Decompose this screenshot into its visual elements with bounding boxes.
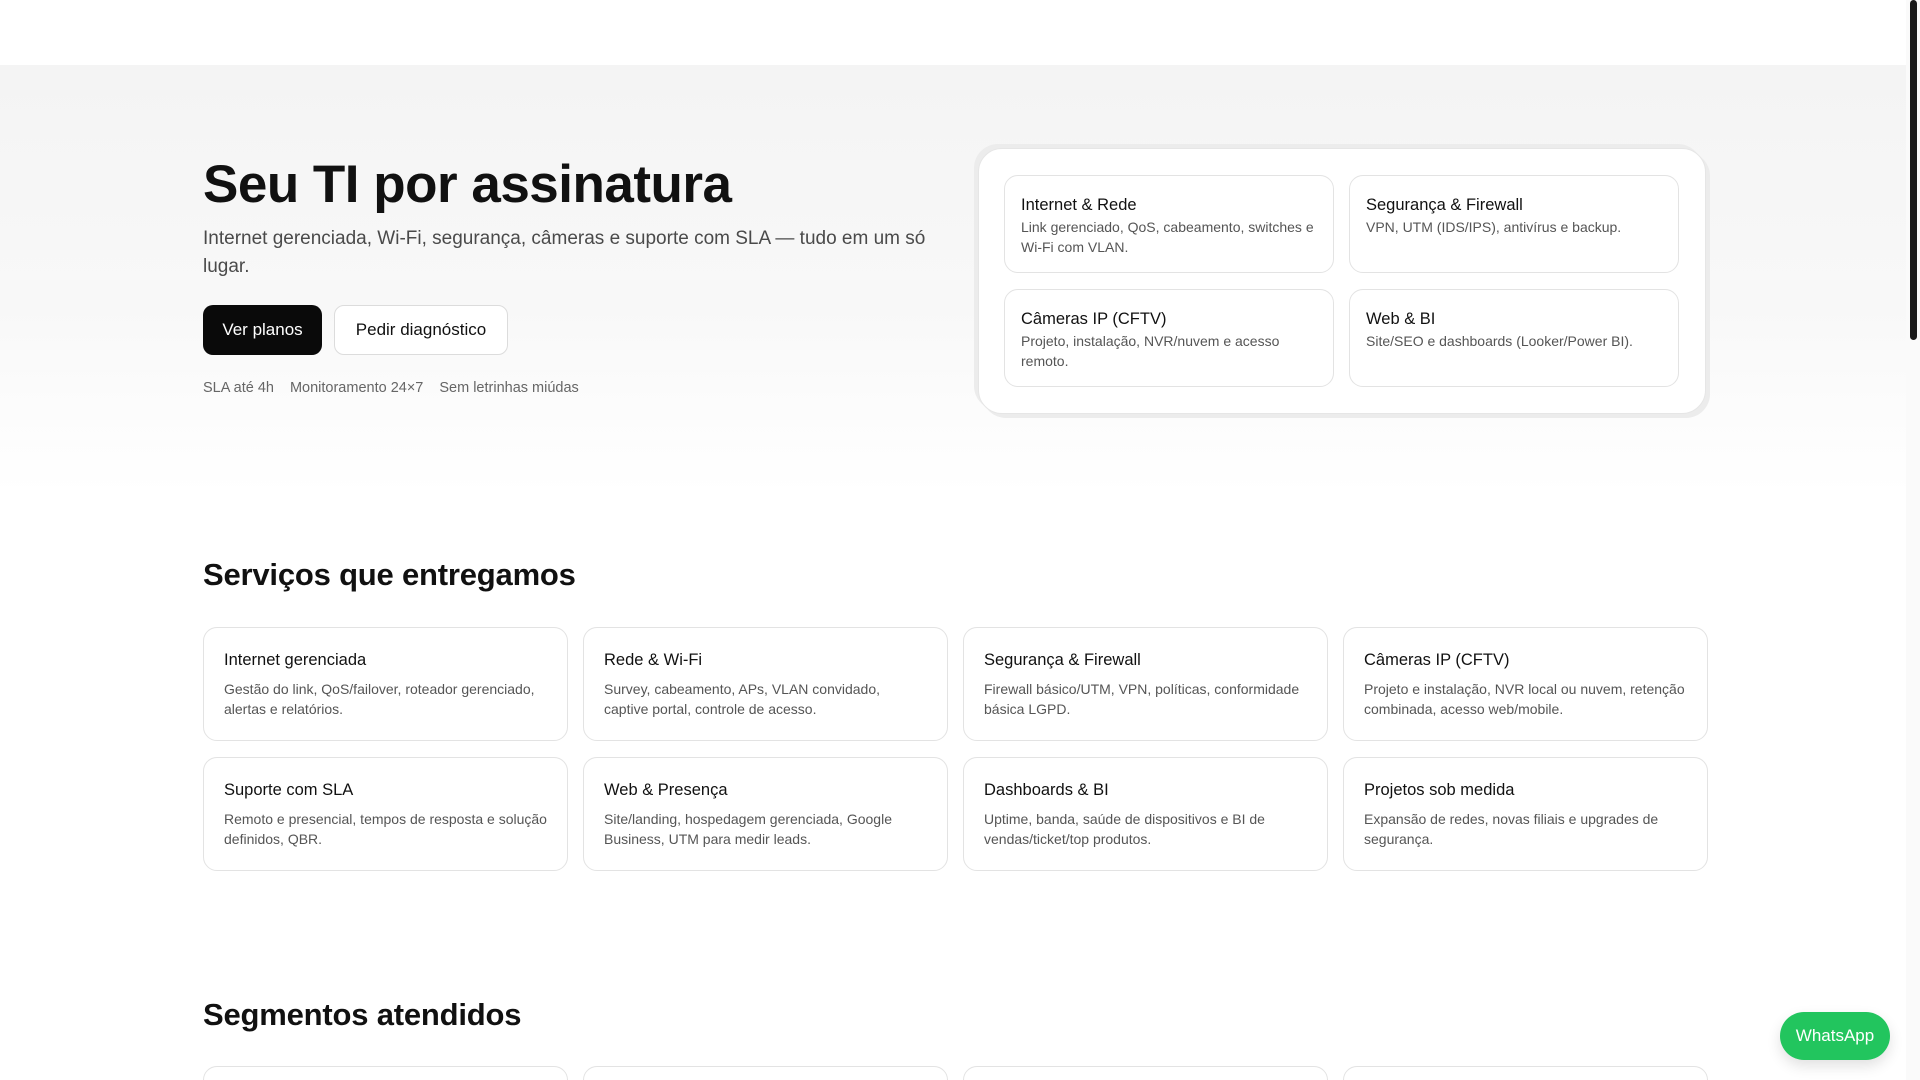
service-card-title: Suporte com SLA (224, 781, 354, 799)
service-card-internet (203, 627, 568, 741)
service-card-web-presence (583, 757, 948, 871)
service-card-desc: Gestão do link, QoS/failover, roteador gerenciado, alertas e relatórios. (224, 681, 535, 717)
segment-card (1343, 1066, 1708, 1080)
service-card-dashboards (963, 757, 1328, 871)
feature-card-desc: Site/SEO e dashboards (Looker/Power BI). (1366, 333, 1633, 349)
feature-card-title: Internet & Rede (1021, 196, 1137, 214)
segment-card (583, 1066, 948, 1080)
hero-subtitle: Internet gerenciada, Wi-Fi, segurança, câmeras e suporte com SLA — tudo em um só lugar. (203, 228, 926, 277)
feature-card-web-bi (1349, 289, 1679, 387)
service-card-cameras (1343, 627, 1708, 741)
service-card-desc: Site/landing, hospedagem gerenciada, Google Business, UTM para medir leads. (604, 811, 892, 847)
badge-sla: SLA até 4h (203, 380, 274, 396)
service-card-title: Dashboards & BI (984, 781, 1109, 799)
segment-card (203, 1066, 568, 1080)
top-navbar (0, 0, 1906, 65)
service-card-desc: Expansão de redes, novas filiais e upgrades de segurança. (1364, 811, 1659, 847)
scrollbar-thumb[interactable] (1910, 0, 1917, 340)
view-plans-button[interactable]: Ver planos (203, 305, 322, 355)
service-card-title: Web & Presença (604, 781, 728, 799)
badge-no-fine-print: Sem letrinhas miúdas (439, 380, 579, 396)
service-card-title: Projetos sob medida (1364, 781, 1515, 799)
hero-badges (203, 380, 579, 396)
service-card-network-wifi (583, 627, 948, 741)
service-card-security (963, 627, 1328, 741)
service-card-desc: Remoto e presencial, tempos de resposta e solução definidos, QBR. (224, 811, 547, 847)
feature-card-desc: Projeto, instalação, NVR/nuvem e acesso remoto. (1021, 333, 1280, 369)
service-card-desc: Firewall básico/UTM, VPN, políticas, conformidade básica LGPD. (984, 681, 1300, 717)
request-diagnosis-button[interactable]: Pedir diagnóstico (334, 305, 508, 355)
service-card-desc: Survey, cabeamento, APs, VLAN convidado, captive portal, controle de acesso. (604, 681, 881, 717)
service-card-title: Rede & Wi-Fi (604, 651, 703, 669)
badge-monitoring: Monitoramento 24×7 (289, 380, 424, 396)
feature-card-title: Câmeras IP (CFTV) (1021, 310, 1167, 328)
feature-card-title: Web & BI (1366, 310, 1436, 328)
feature-card-title: Segurança & Firewall (1366, 196, 1523, 214)
services-section-title: Serviços que entregamos (203, 557, 576, 592)
segments-section-title: Segmentos atendidos (203, 997, 522, 1032)
service-card-title: Internet gerenciada (224, 651, 367, 669)
feature-card-desc: VPN, UTM (IDS/IPS), antivírus e backup. (1366, 219, 1622, 235)
page-scrollbar[interactable] (1906, 0, 1920, 1080)
service-card-desc: Projeto e instalação, NVR local ou nuvem, retenção combinada, acesso web/mobile. (1364, 681, 1685, 717)
service-card-title: Câmeras IP (CFTV) (1364, 651, 1510, 669)
feature-card-desc: Link gerenciado, QoS, cabeamento, switches e Wi-Fi com VLAN. (1021, 219, 1314, 255)
hero-feature-panel (978, 148, 1706, 414)
feature-card-internet (1004, 175, 1334, 273)
feature-card-cameras (1004, 289, 1334, 387)
whatsapp-button[interactable]: WhatsApp (1780, 1012, 1890, 1060)
service-card-support (203, 757, 568, 871)
feature-card-security (1349, 175, 1679, 273)
segment-card (963, 1066, 1328, 1080)
service-card-title: Segurança & Firewall (984, 651, 1141, 669)
service-card-desc: Uptime, banda, saúde de dispositivos e BI de vendas/ticket/top produtos. (984, 811, 1265, 847)
hero-title: Seu TI por assinatura (203, 155, 732, 214)
service-card-custom-projects (1343, 757, 1708, 871)
